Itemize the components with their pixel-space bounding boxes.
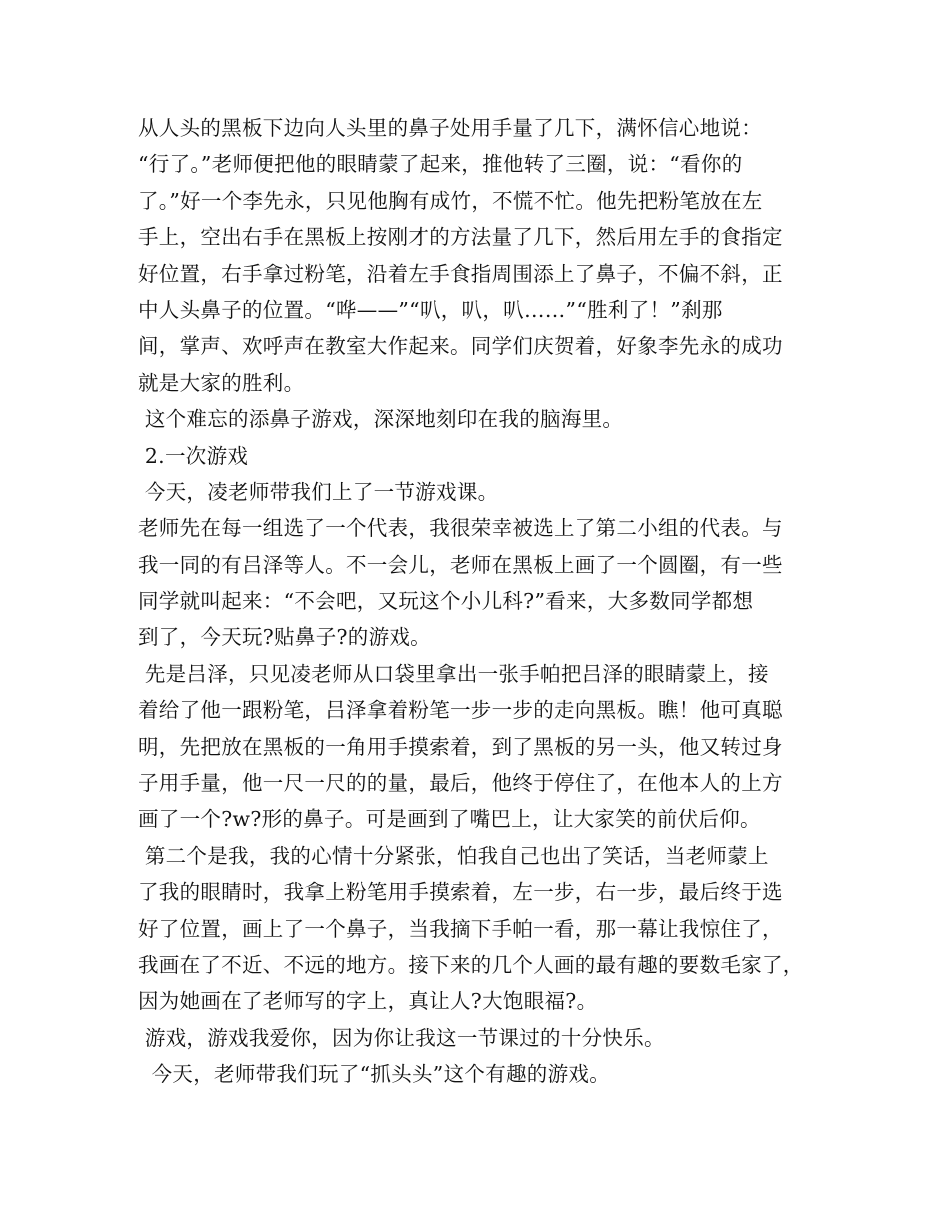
text-line: 我一同的有吕泽等人。不一会儿，老师在黑板上画了一个圆圈，有一些 xyxy=(138,552,783,577)
text-line: 画了一个?w?形的鼻子。可是画到了嘴巴上，让大家笑的前伏后仰。 xyxy=(138,807,761,832)
text-line: 先是吕泽，只见凌老师从口袋里拿出一张手帕把吕泽的眼睛蒙上，接 xyxy=(138,661,769,686)
text-line: 着给了他一跟粉笔，吕泽拿着粉笔一步一步的走向黑板。瞧！他可真聪 xyxy=(138,698,783,723)
text-line: 到了，今天玩?贴鼻子?的游戏。 xyxy=(138,625,431,650)
text-line: “行了。”老师便把他的眼睛蒙了起来，推他转了三圈，说：“看你的 xyxy=(138,152,743,177)
text-line: 手上，空出右手在黑板上按刚才的方法量了几下，然后用左手的食指定 xyxy=(138,225,783,250)
text-line: 好位置，右手拿过粉笔，沿着左手食指周围添上了鼻子，不偏不斜，正 xyxy=(138,261,783,286)
text-line: 今天，老师带我们玩了“抓头头”这个有趣的游戏。 xyxy=(138,1062,610,1087)
document-body xyxy=(138,110,838,1093)
text-line: 这个难忘的添鼻子游戏，深深地刻印在我的脑海里。 xyxy=(138,407,624,432)
text-line: 我画在了不近、不远的地方。接下来的几个人画的最有趣的要数毛家了， xyxy=(138,952,804,977)
text-line: 了。”好一个李先永，只见他胸有成竹，不慌不忙。他先把粉笔放在左 xyxy=(138,188,763,213)
text-line: 第二个是我，我的心情十分紧张，怕我自己也出了笑话，当老师蒙上 xyxy=(138,843,769,868)
text-line: 同学就叫起来：“不会吧，又玩这个小儿科?”看来，大多数同学都想 xyxy=(138,589,754,614)
text-line: 因为她画在了老师写的字上，真让人?大饱眼福?。 xyxy=(138,989,598,1014)
text-line: 从人头的黑板下边向人头里的鼻子处用手量了几下，满怀信心地说： xyxy=(138,116,762,140)
text-line: 明，先把放在黑板的一角用手摸索着，到了黑板的另一头，他又转过身 xyxy=(138,734,783,759)
section-heading: 2.一次游戏 xyxy=(138,443,249,468)
text-line: 老师先在每一组选了一个代表，我很荣幸被选上了第二小组的代表。与 xyxy=(138,516,783,541)
text-line: 子用手量，他一尺一尺的的量，最后，他终于停住了，在他本人的上方 xyxy=(138,771,783,796)
text-line: 游戏，游戏我爱你，因为你让我这一节课过的十分快乐。 xyxy=(138,1025,665,1050)
text-line: 就是大家的胜利。 xyxy=(138,370,305,395)
text-line: 了我的眼睛时，我拿上粉笔用手摸索着，左一步，右一步，最后终于选 xyxy=(138,880,783,905)
text-line: 今天，凌老师带我们上了一节游戏课。 xyxy=(138,479,499,504)
text-line: 中人头鼻子的位置。“哗——”“叭，叭，叭……”“胜利了！”刹那 xyxy=(138,297,723,322)
text-line: 间，掌声、欢呼声在教室大作起来。同学们庆贺着，好象李先永的成功 xyxy=(138,334,783,359)
text-line: 好了位置，画上了一个鼻子，当我摘下手帕一看，那一幕让我惊住了， xyxy=(138,916,783,941)
